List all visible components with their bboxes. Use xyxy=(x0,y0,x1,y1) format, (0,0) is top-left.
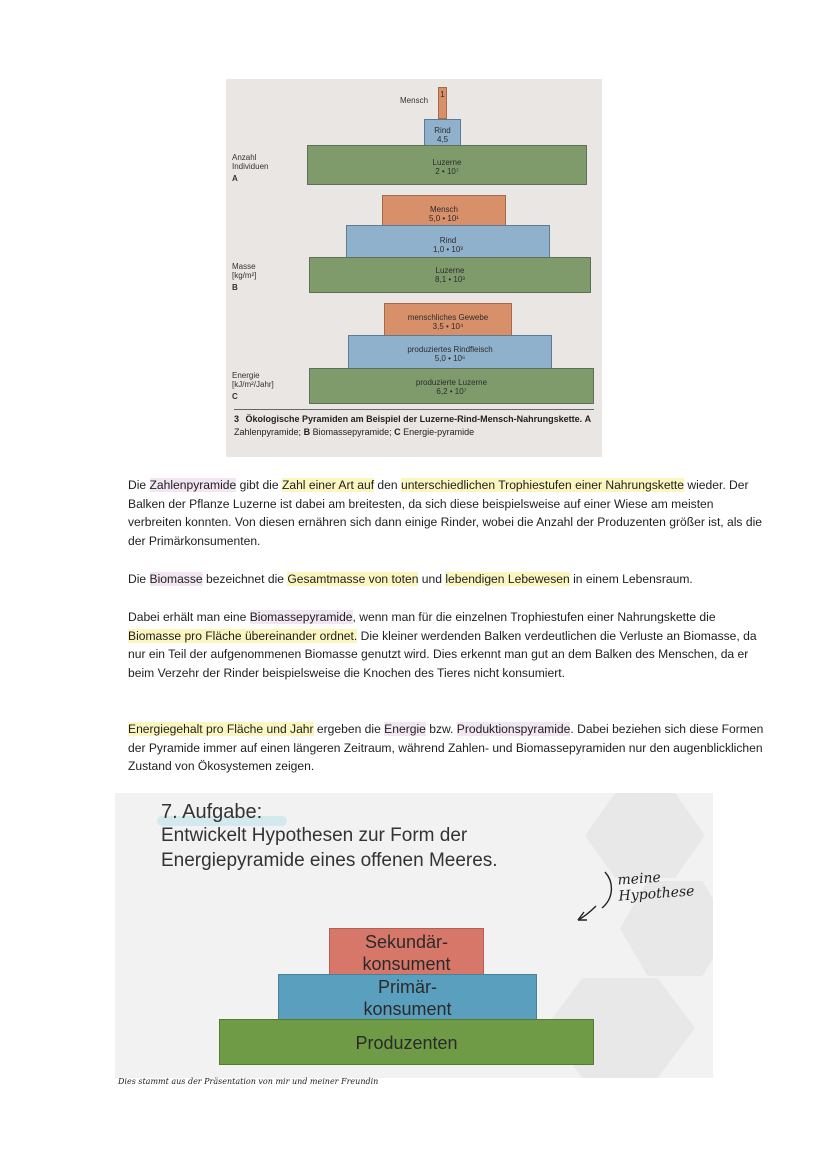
presentation-slide xyxy=(115,793,713,1078)
pyramid-b-letter: B xyxy=(232,283,238,292)
pyramid-b-bar-luzerne xyxy=(309,257,591,293)
pyramid-c-mensch-value: 3,5 • 10⁴ xyxy=(432,322,464,331)
p2-text-2: bezeichnet die xyxy=(202,572,288,586)
pyramid-a-bar-luzerne xyxy=(307,145,587,185)
pyramid-c-luzerne-value: 6,2 • 10⁷ xyxy=(436,387,467,396)
pyramid-a-mensch-value: 1 xyxy=(440,90,445,99)
paragraph-energiepyramide xyxy=(128,720,768,776)
paragraph-zahlenpyramide xyxy=(128,476,768,551)
caption-a: A xyxy=(584,414,592,424)
p4-highlight-2: Energie xyxy=(384,722,426,736)
caption-title: Ökologische Pyramiden am Beispiel der Luzerne-Rind-Mensch-Nahrungskette. xyxy=(245,414,583,424)
pyramid-b-luzerne-name: Luzerne xyxy=(435,266,465,275)
caption-c-text: Energie-pyramide xyxy=(403,427,475,437)
p2-text-3: und xyxy=(418,572,446,586)
slide-hex-decoration-1 xyxy=(585,793,705,878)
pyramid-c-bar-luzerne xyxy=(309,368,594,404)
p3-text-2: , wenn man für die einzelnen Trophiestufen einer Nahrungskette die xyxy=(352,610,716,624)
pyramid-a-top-label: Mensch xyxy=(400,96,429,105)
pyramid-c-axis-text: Energie [kJ/m²/Jahr] xyxy=(232,371,274,389)
p4-text-3: . Dabei beziehen sich diese Formen der Pyramide immer auf einen längeren Zeitraum, während Zahlen- und Biomassepyramiden nur den augenblicklichen Zustand von Ökosystemen zeigen. xyxy=(128,722,764,774)
p3-text-3: Die kleiner werdenden Balken verdeutlichen die Verluste an Biomasse, da nur ein Teil der aufgenommenen Biomasse genutzt wird. Dies erkennt man gut an dem Balken des Menschen, da er beim Verzehr der Rinder beispielsweise die Knochen des Tieres nicht konsumiert. xyxy=(128,628,757,681)
slide-bar-primaerkonsument: Primär- konsument xyxy=(278,974,537,1020)
pyramid-c-axis-label xyxy=(232,371,274,401)
caption-b: B xyxy=(303,427,311,437)
pyramid-a-luzerne-name: Luzerne xyxy=(432,158,462,167)
slide-bar-produzenten: Produzenten xyxy=(219,1019,594,1065)
pyramid-b-bar-mensch xyxy=(382,195,506,229)
p3-highlight-2: Biomasse pro Fläche übereinander ordnet. xyxy=(128,628,358,643)
paragraph-biomassepyramide xyxy=(128,608,768,683)
pyramid-a-bar-mensch xyxy=(438,87,447,119)
pyramid-b-bar-rind xyxy=(346,225,550,259)
pyramid-a-axis-label xyxy=(232,153,268,183)
p4-highlight-3: Produktionspyramide xyxy=(456,722,571,736)
slide-bar-sekundaerkonsument: Sekundär- konsument xyxy=(329,928,484,976)
p2-highlight-3: lebendigen Lebewesen xyxy=(445,572,570,586)
pyramid-a-luzerne-value: 2 • 10⁷ xyxy=(435,167,459,176)
p3-text-1: Dabei erhält man eine xyxy=(128,610,250,624)
figure-caption xyxy=(234,413,594,439)
task-title: 7. Aufgabe: xyxy=(161,801,263,823)
pyramid-b-mensch-name: Mensch xyxy=(429,205,458,214)
p1-highlight-3: unterschiedlichen Trophiestufen einer Nahrungskette xyxy=(400,478,685,492)
pyramid-a-axis-text: Anzahl Individuen xyxy=(232,153,269,171)
p2-text-1: Die xyxy=(128,572,150,586)
pyramid-c-letter: C xyxy=(232,392,238,401)
pyramid-c-bar-mensch xyxy=(384,303,512,337)
textbook-figure xyxy=(226,79,602,457)
p2-highlight-1: Biomasse xyxy=(149,572,203,586)
p1-highlight-1: Zahlenpyramide xyxy=(149,478,237,492)
p1-highlight-2: Zahl einer Art auf xyxy=(281,478,375,492)
caption-divider xyxy=(234,409,594,410)
p1-text-2: gibt die xyxy=(236,478,282,492)
p2-text-4: in einem Lebensraum. xyxy=(569,572,693,586)
pyramid-c-rind-name: produziertes Rindfleisch xyxy=(407,345,493,354)
p3-highlight-1: Biomassepyramide xyxy=(249,610,353,624)
pyramid-a-letter: A xyxy=(232,174,238,183)
p4-highlight-1: Energiegehalt pro Fläche und Jahr xyxy=(128,722,314,736)
pyramid-b-axis-label xyxy=(232,262,256,292)
pyramid-a-rind-name: Rind xyxy=(434,126,451,135)
task-text: Entwickelt Hypothesen zur Form der Energiepyramide eines offenen Meeres. xyxy=(161,825,498,871)
paragraph-biomasse xyxy=(128,570,768,589)
pyramid-b-mensch-value: 5,0 • 10¹ xyxy=(429,214,459,223)
handwritten-bracket-arrow-icon xyxy=(570,868,620,928)
pyramid-a-rind-value: 4,5 xyxy=(436,135,449,144)
p1-text-3: den xyxy=(374,478,401,492)
p1-text-1: Die xyxy=(128,478,150,492)
caption-number: 3 xyxy=(234,414,240,424)
handwritten-footnote: Dies stammt aus der Präsentation von mir und meiner Freundin xyxy=(118,1077,379,1086)
caption-a-text: Zahlenpyramide; xyxy=(234,427,302,437)
caption-b-text: Biomassepyramide; xyxy=(312,427,392,437)
pyramid-b-rind-name: Rind xyxy=(439,236,457,245)
pyramid-c-rind-value: 5,0 • 10⁶ xyxy=(434,354,466,363)
p4-text-1: ergeben die xyxy=(313,722,385,736)
p4-text-2: bzw. xyxy=(425,722,457,736)
pyramid-c-luzerne-name: produzierte Luzerne xyxy=(415,378,488,387)
handwritten-note: meine Hypothese xyxy=(616,869,695,905)
caption-c: C xyxy=(394,427,401,437)
pyramid-b-axis-text: Masse [kg/m²] xyxy=(232,262,257,280)
p2-highlight-2: Gesamtmasse von toten xyxy=(287,572,419,586)
pyramid-b-rind-value: 1,0 • 10³ xyxy=(433,245,463,254)
p1-text-4: wieder. Der Balken der Pflanze Luzerne ist dabei am breitesten, da sich diese beispielsweise auf einer Wiese am meisten verbreiten konnten. Von diesen ernähren sich dann einige Rinder, wobei die Anzahl der Produzenten größer ist, als die der Primärkonsumenten. xyxy=(128,478,762,549)
pyramid-c-mensch-name: menschliches Gewebe xyxy=(407,313,489,322)
pyramid-c-bar-rind xyxy=(348,335,552,369)
pyramid-b-luzerne-value: 8,1 • 10³ xyxy=(435,275,465,284)
